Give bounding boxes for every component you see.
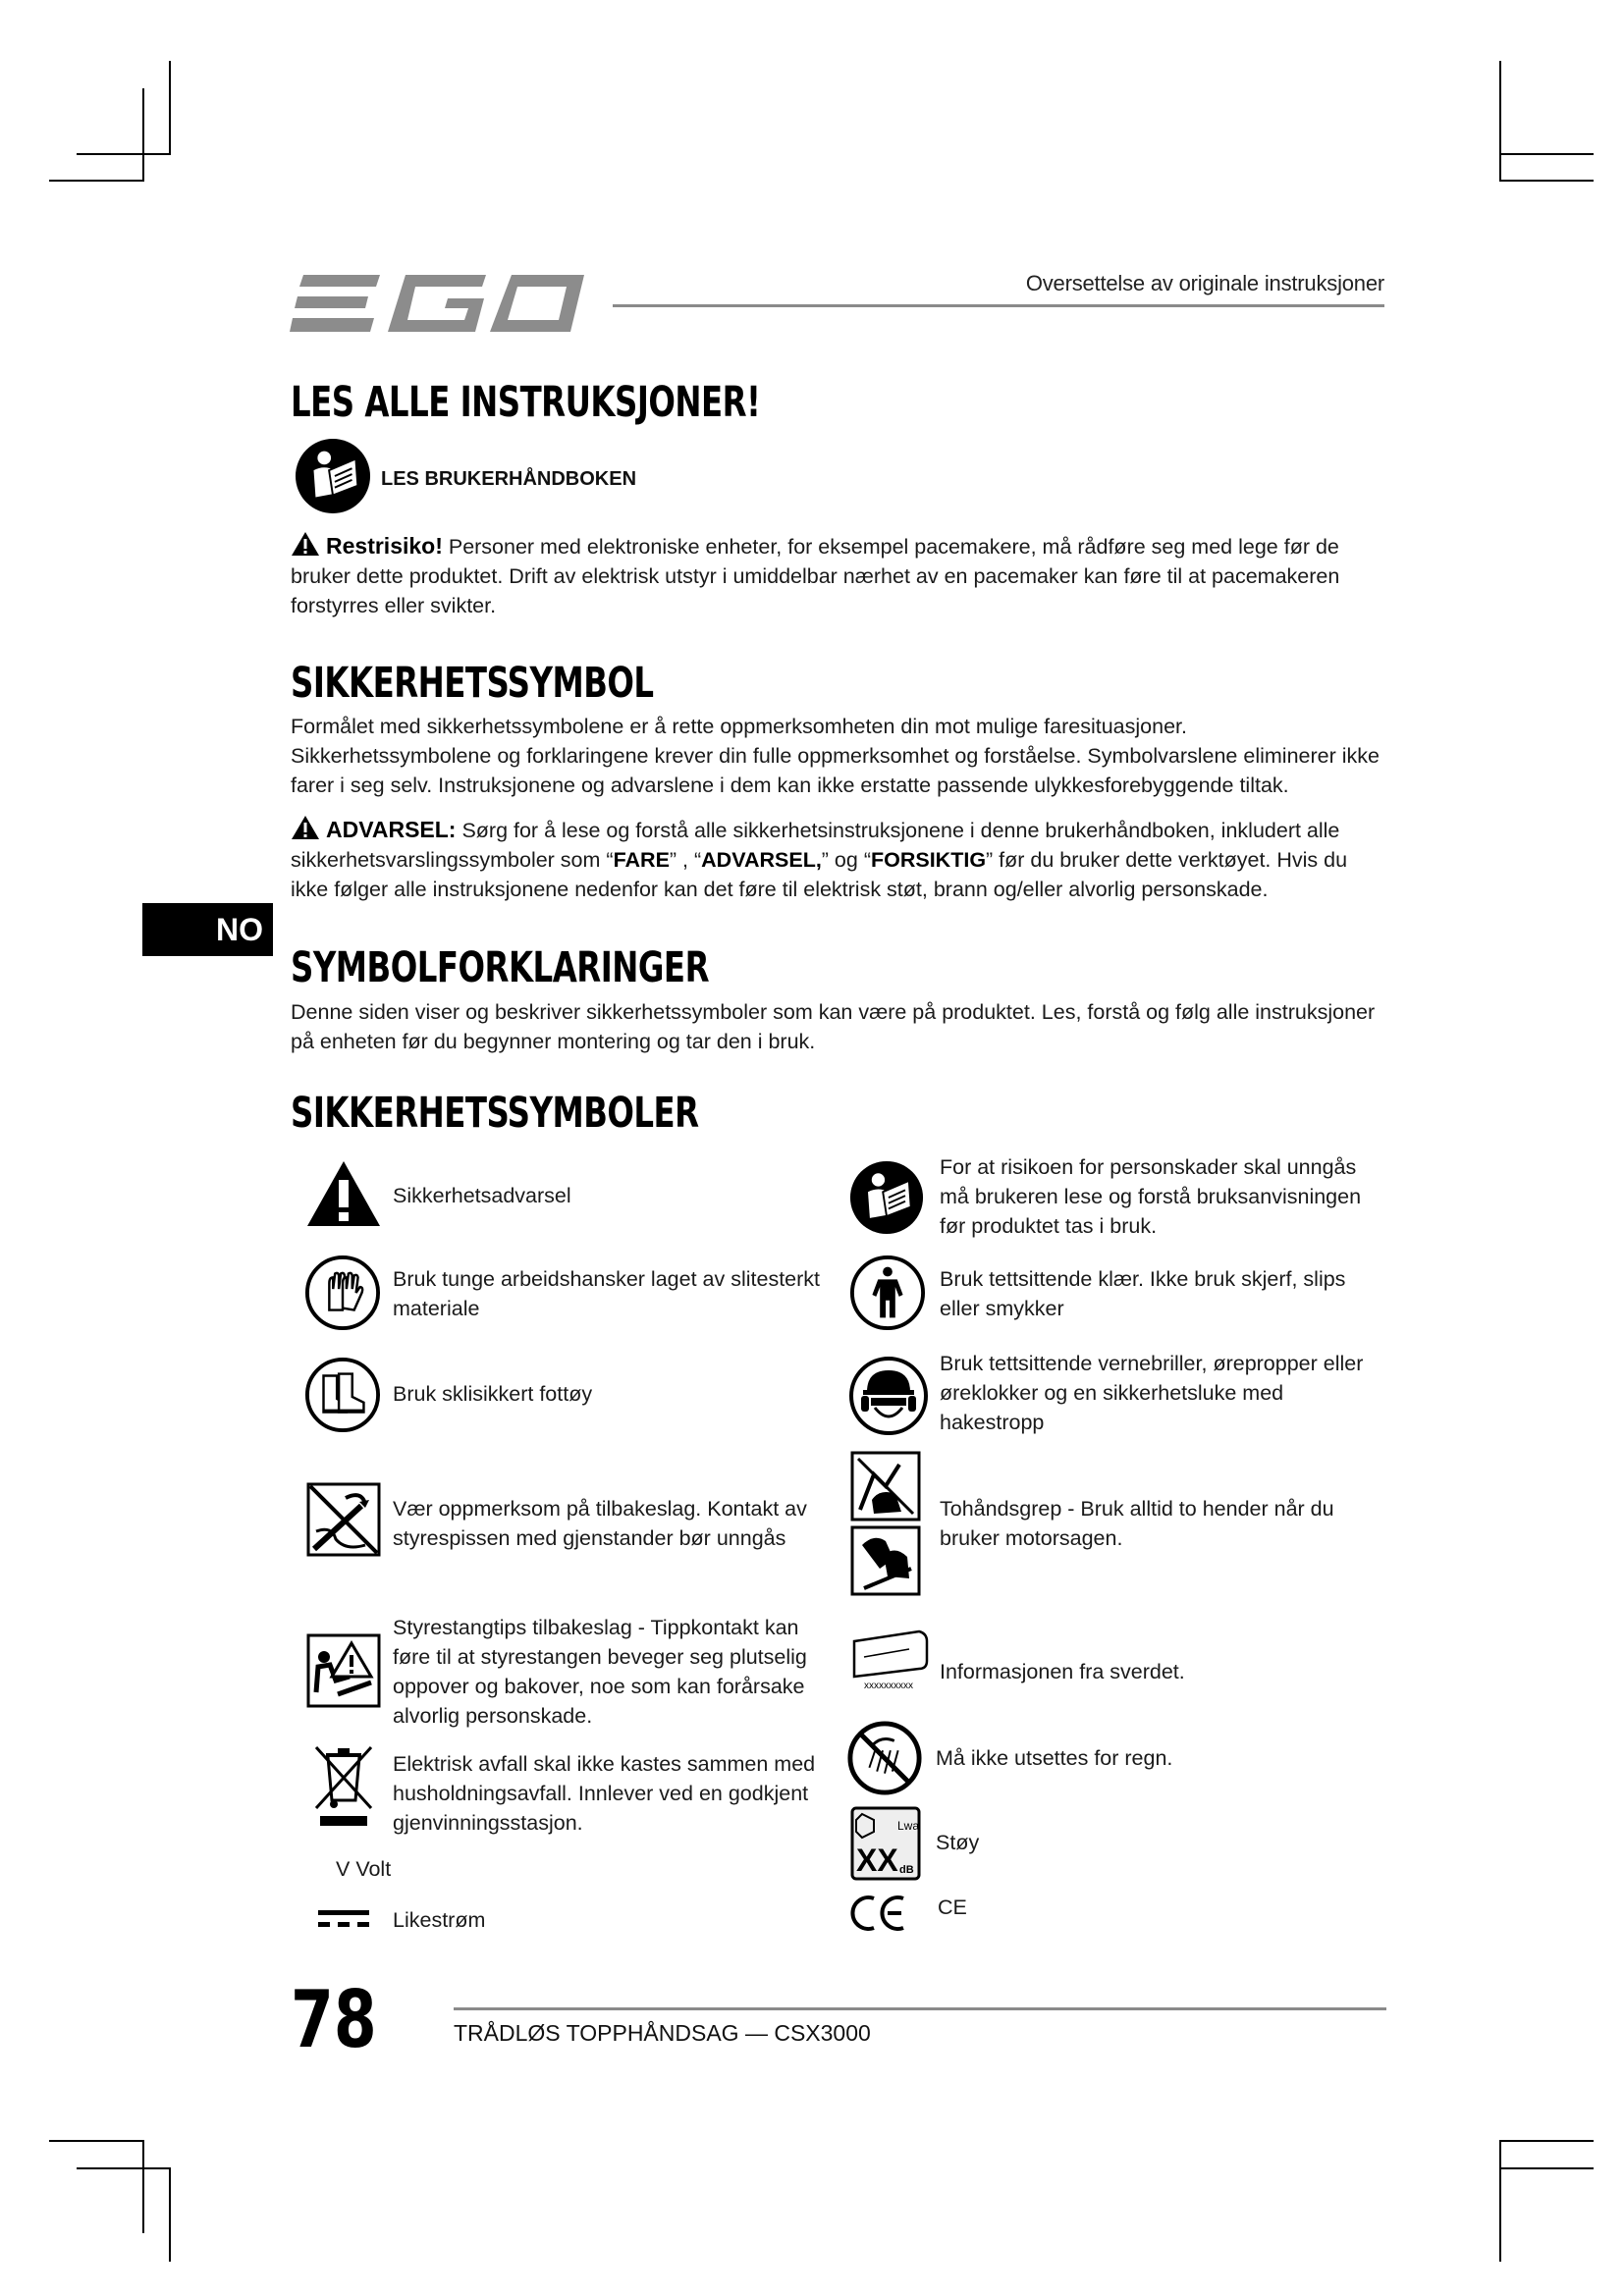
- residual-risk-paragraph: [291, 531, 1388, 620]
- overall-icon: [849, 1255, 926, 1331]
- crop-mark: [169, 61, 171, 155]
- warning-text: ” og “: [821, 848, 871, 872]
- symbol-text: Bruk tunge arbeidshansker laget av slitesterkt materiale: [393, 1267, 821, 1320]
- two-hand-grip-icon: [850, 1451, 921, 1596]
- warning-word-fare: FARE: [613, 848, 670, 872]
- symbol-text: CE: [938, 1896, 967, 1919]
- section-title-safety-symbol: SIKKERHETSSYMBOL: [291, 660, 654, 708]
- symbol-text: Tohåndsgrep - Bruk alltid to hender når du bruker motorsagen.: [940, 1497, 1334, 1550]
- crop-mark: [1499, 61, 1501, 181]
- boots-icon: [304, 1357, 381, 1433]
- crop-mark: [1499, 2140, 1594, 2142]
- crop-mark: [1499, 2167, 1594, 2169]
- read-manual-label: LES BRUKERHÅNDBOKEN: [381, 468, 637, 490]
- crop-mark: [1499, 2140, 1501, 2262]
- warning-paragraph: [291, 815, 1388, 904]
- section-title-read: LES ALLE INSTRUKSJONER!: [291, 379, 761, 427]
- noise-unit: dB: [899, 1864, 914, 1876]
- ego-logo: [290, 271, 584, 336]
- noise-value: XX: [856, 1842, 898, 1878]
- symbol-text: Bruk sklisikkert fottøy: [393, 1382, 593, 1406]
- kickback-icon: [306, 1482, 381, 1557]
- gloves-icon: [304, 1255, 381, 1331]
- warning-lead: ADVARSEL:: [326, 817, 457, 842]
- safety-symbol-paragraph: Formålet med sikkerhetssymbolene er å rette oppmerksomheten din mot mulige faresituasjoner. Sikkerhetssymbolene og forklaringene krever din fulle oppmerksomhet og forståelse. Symbolvarslene eliminerer ikke farer i seg selv. Instruksjonene og advarslene i dem kan ikke erstatte passende ulykkesforebyggende tiltak.: [291, 715, 1380, 797]
- crop-mark: [142, 2140, 144, 2233]
- language-tab: NO: [142, 903, 273, 956]
- dc-current-icon: [316, 1908, 371, 1930]
- page-number: 78: [291, 1973, 377, 2066]
- symbol-text: Sikkerhetsadvarsel: [393, 1184, 571, 1207]
- noise-sub-label: Lwa: [897, 1819, 920, 1833]
- helmet-icon: [849, 1357, 928, 1435]
- residual-risk-lead: Restrisiko!: [326, 533, 443, 559]
- crop-mark: [49, 180, 143, 182]
- header-subtitle: Oversettelse av originale instruksjoner: [1025, 271, 1384, 295]
- symbol-text: Støy: [936, 1831, 980, 1854]
- symbol-text: Informasjonen fra sverdet.: [940, 1660, 1185, 1683]
- symbol-text: Styrestangtips tilbakeslag - Tippkontakt kan føre til at styrestangen beveger seg plutselig oppover og bakover, noe som kan forårsake alvorlig personskade.: [393, 1616, 807, 1728]
- bar-info-icon: [850, 1628, 929, 1692]
- warning-triangle-icon: [291, 815, 320, 840]
- ce-mark-icon: [850, 1893, 909, 1934]
- crop-mark: [169, 2167, 171, 2262]
- residual-risk-text: Personer med elektroniske enheter, for eksempel pacemakere, må rådføre seg med lege før de bruker dette produktet. Drift av elektrisk utstyr i umiddelbar nærhet av en pacemaker kan føre til at pacemakeren forstyrres eller svikter.: [291, 535, 1340, 617]
- bar-label: xxxxxxxxxx: [864, 1681, 913, 1691]
- crop-mark: [142, 88, 144, 182]
- warning-word-advarsel: ADVARSEL,: [701, 848, 822, 872]
- section-title-symbol-expl: SYMBOLFORKLARINGER: [291, 944, 710, 992]
- no-rain-icon: [846, 1720, 923, 1796]
- weee-bin-icon: [312, 1743, 375, 1826]
- footer-rule: [454, 2007, 1386, 2010]
- warning-triangle-icon: [291, 531, 320, 557]
- read-manual-icon: [849, 1160, 924, 1235]
- crop-mark: [77, 2167, 171, 2169]
- symbol-text: Likestrøm: [393, 1908, 486, 1932]
- crop-mark: [77, 153, 171, 155]
- symbol-text: For at risikoen for personskader skal unngås må brukeren lese og forstå bruksanvisningen før produktet tas i bruk.: [940, 1155, 1362, 1238]
- header-rule: [613, 304, 1384, 307]
- section-title-symbols: SIKKERHETSSYMBOLER: [291, 1090, 699, 1138]
- symbol-expl-paragraph: Denne siden viser og beskriver sikkerhetssymboler som kan være på produktet. Les, forstå og følg alle instruksjoner på enheten før du begynner montering og tar den i bruk.: [291, 1000, 1376, 1053]
- noise-icon: [850, 1806, 921, 1881]
- tip-kickback-icon: [306, 1633, 381, 1708]
- read-manual-icon: [295, 438, 371, 514]
- crop-mark: [1499, 153, 1594, 155]
- symbol-text: Elektrisk avfall skal ikke kastes sammen med husholdningsavfall. Innlever ved en godkjent gjenvinningsstasjon.: [393, 1752, 816, 1835]
- crop-mark: [1499, 180, 1594, 182]
- symbol-text: Vær oppmerksom på tilbakeslag. Kontakt av styrespissen med gjenstander bør unngås: [393, 1497, 807, 1550]
- symbol-text: Bruk tettsittende klær. Ikke bruk skjerf, slips eller smykker: [940, 1267, 1346, 1320]
- symbol-text: Bruk tettsittende vernebriller, ørepropper eller øreklokker og en sikkerhetsluke med hakestropp: [940, 1352, 1364, 1434]
- warning-triangle-icon: [304, 1158, 383, 1229]
- footer-product: TRÅDLØS TOPPHÅNDSAG — CSX3000: [454, 2020, 871, 2046]
- crop-mark: [49, 2140, 143, 2142]
- warning-text: ” , “: [669, 848, 702, 872]
- warning-text: ” før du bruker dette verktøyet. Hvis du ikke følger alle instruksjonene nedenfor kan det føre til elektrisk støt, brann og/eller alvorlig personskade.: [291, 848, 1348, 901]
- warning-word-forsiktig: FORSIKTIG: [870, 848, 987, 872]
- volt-label: V Volt: [336, 1857, 392, 1881]
- symbol-text: Må ikke utsettes for regn.: [936, 1746, 1173, 1770]
- warning-text: Sørg for å lese og forstå alle sikkerhetsinstruksjonene i denne brukerhåndboken, inkludert alle sikkerhetsvarslingssymboler som “: [291, 819, 1340, 872]
